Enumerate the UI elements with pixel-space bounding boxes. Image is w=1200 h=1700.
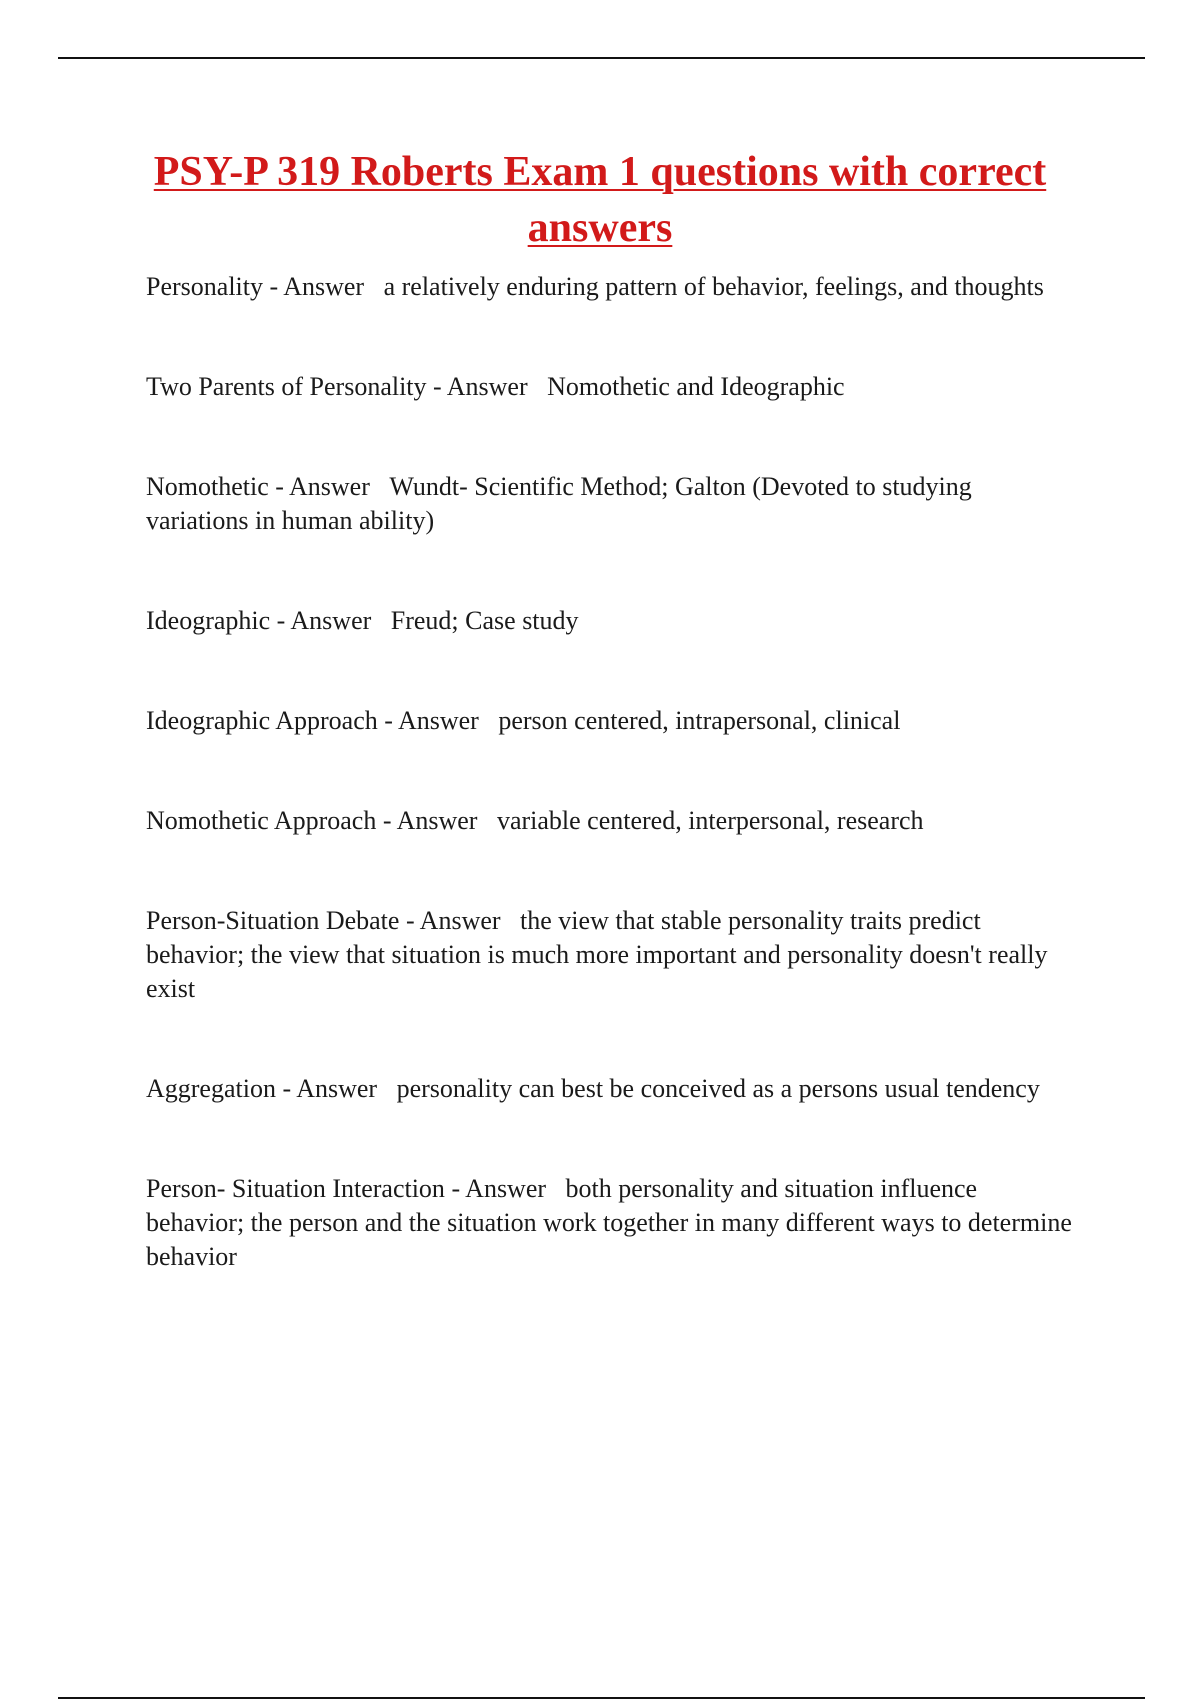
- qa-separator: - Answer: [268, 472, 377, 501]
- qa-term: Person-Situation Debate: [146, 906, 400, 935]
- qa-separator: - Answer: [377, 706, 486, 735]
- qa-item-person-situation-interaction: [146, 1172, 1076, 1274]
- qa-separator: - Answer: [376, 806, 484, 835]
- qa-separator: - Answer: [275, 1074, 384, 1103]
- qa-item-personality: [146, 270, 1076, 304]
- qa-separator: - Answer: [270, 606, 378, 635]
- qa-item-ideographic-approach: [146, 704, 1076, 738]
- qa-item-person-situation-debate: [146, 904, 1076, 1006]
- qa-separator: - Answer: [444, 1174, 553, 1203]
- qa-term: Aggregation: [146, 1074, 276, 1103]
- qa-item-nomothetic: [146, 470, 1076, 538]
- qa-item-two-parents: [146, 370, 1076, 404]
- document-title: PSY-P 319 Roberts Exam 1 questions with correct answers: [153, 149, 1047, 251]
- qa-term: Two Parents of Personality: [146, 372, 427, 401]
- qa-item-nomothetic-approach: [146, 804, 1076, 838]
- qa-term: Person- Situation Interaction: [146, 1174, 445, 1203]
- qa-item-aggregation: [146, 1072, 1076, 1106]
- qa-list: [146, 270, 1076, 1340]
- footer-rule: [58, 1697, 1145, 1699]
- qa-item-ideographic: [146, 604, 1076, 638]
- qa-separator: - Answer: [426, 372, 535, 401]
- qa-answer: Freud; Case study: [390, 606, 579, 635]
- qa-separator: - Answer: [263, 272, 371, 301]
- qa-answer: personality can best be conceived as a persons usual tendency: [396, 1074, 1040, 1103]
- header-rule: [58, 57, 1145, 59]
- qa-answer: a relatively enduring pattern of behavior, feelings, and thoughts: [383, 272, 1044, 301]
- qa-term: Nomothetic Approach: [146, 806, 377, 835]
- qa-answer: Nomothetic and Ideographic: [547, 372, 845, 401]
- qa-answer: the view that stable personality traits predict behavior; the view that situation is much more important and personality doesn't really exist: [146, 906, 1048, 1003]
- qa-term: Nomothetic: [146, 472, 269, 501]
- qa-separator: - Answer: [399, 906, 508, 935]
- qa-answer: person centered, intrapersonal, clinical: [498, 706, 901, 735]
- qa-answer: Wundt- Scientific Method; Galton (Devoted to studying variations in human ability): [146, 472, 972, 535]
- qa-term: Ideographic: [146, 606, 271, 635]
- qa-term: Ideographic Approach: [146, 706, 378, 735]
- qa-answer: variable centered, interpersonal, research: [496, 806, 924, 835]
- qa-answer: both personality and situation influence behavior; the person and the situation work together in many different ways to determine behavior: [146, 1174, 1072, 1271]
- qa-term: Personality: [146, 272, 263, 301]
